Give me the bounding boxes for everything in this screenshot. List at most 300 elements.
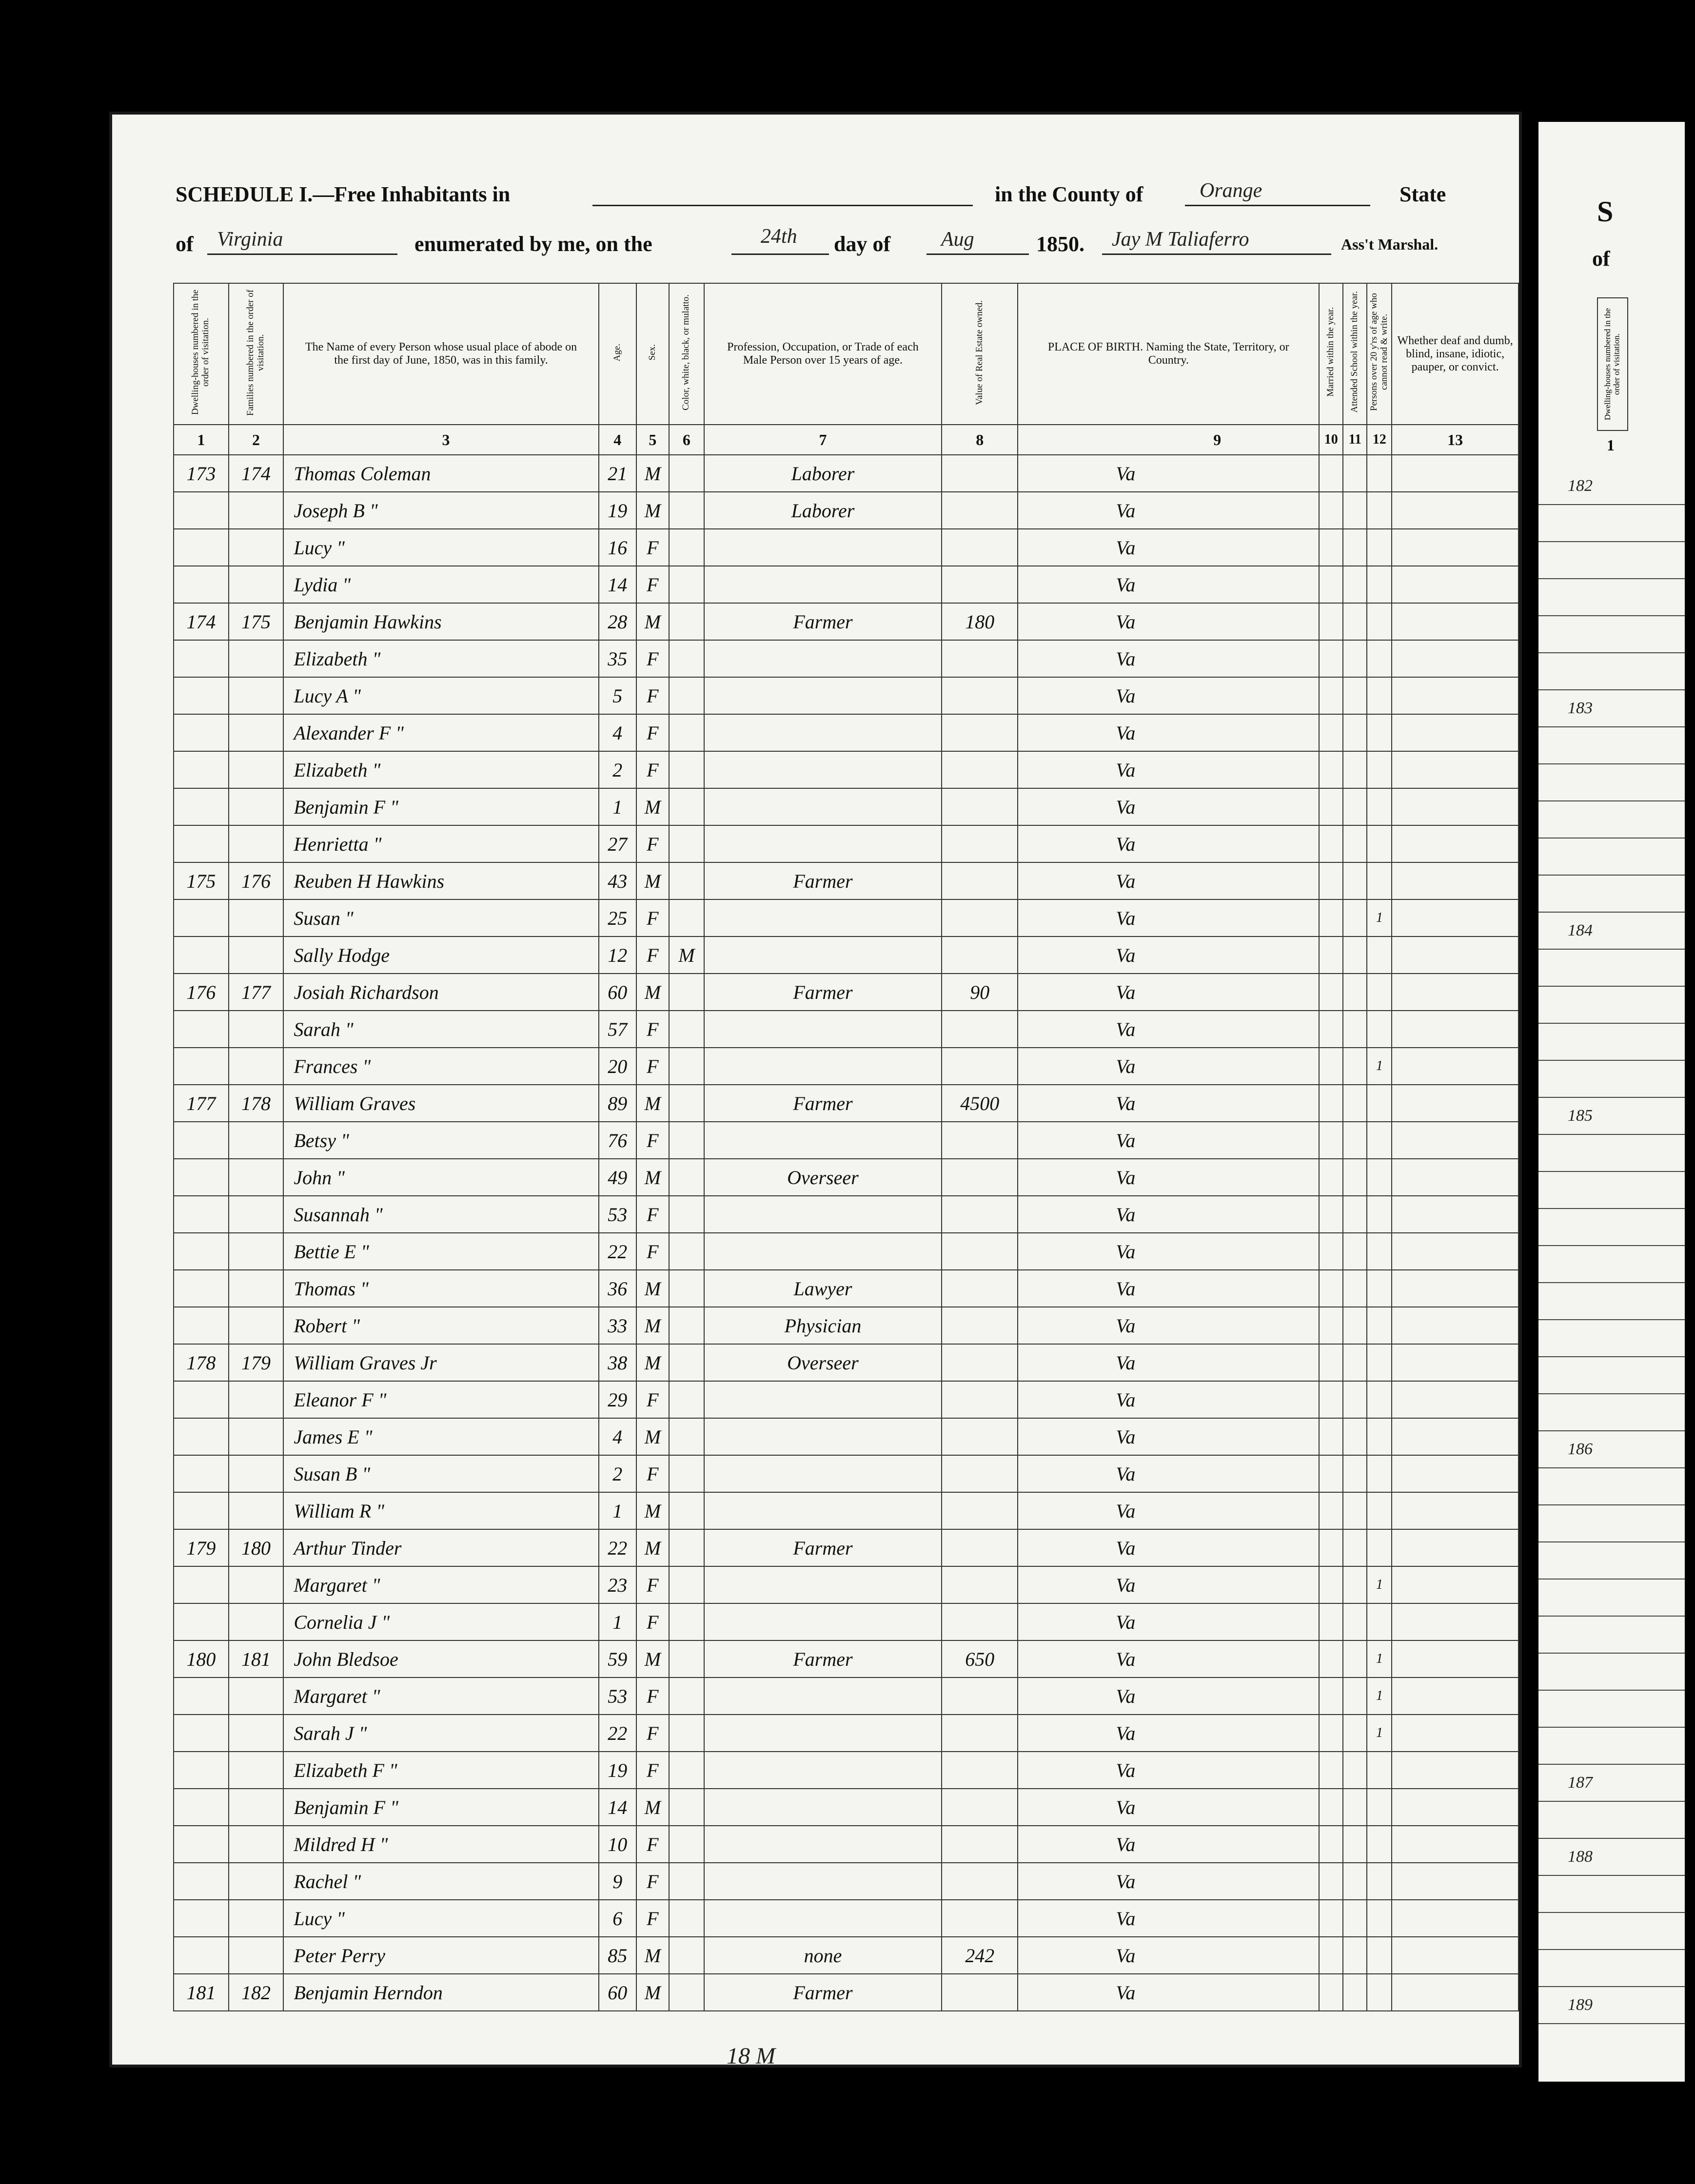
real-estate-value [942,1270,1018,1307]
color [669,677,704,714]
real-estate-value: 90 [942,974,1018,1011]
school-cell [1343,1233,1367,1270]
birthplace: Va [1018,640,1319,677]
family-number [229,1492,284,1529]
real-estate-value [942,1752,1018,1789]
birthplace: Va [1018,1715,1319,1752]
adjacent-entry [1538,1654,1685,1691]
real-estate-value [942,640,1018,677]
table-row [174,640,1518,677]
person-name: Susan " [283,899,598,936]
adjacent-entry [1538,1283,1685,1320]
occupation [704,1418,942,1455]
infirmity-cell [1392,1344,1518,1381]
person-name: Margaret " [283,1677,598,1715]
color [669,1233,704,1270]
column-number: 13 [1392,425,1518,455]
illiterate-mark [1367,1381,1392,1418]
dwelling-number [174,1863,229,1900]
married-cell [1319,825,1343,862]
birthplace: Va [1018,825,1319,862]
adjacent-entry [1538,727,1685,764]
school-cell [1343,974,1367,1011]
table-row [174,1011,1518,1048]
adjacent-entry [1538,1802,1685,1839]
person-name: Benjamin Hawkins [283,603,598,640]
married-cell [1319,603,1343,640]
adjacent-page-edge [1538,122,1685,2082]
family-number [229,1381,284,1418]
table-row [174,1270,1518,1307]
school-cell [1343,751,1367,788]
school-cell [1343,529,1367,566]
person-name: Elizabeth F " [283,1752,598,1789]
dwelling-number [174,1048,229,1085]
birthplace: Va [1018,1307,1319,1344]
birthplace: Va [1018,1566,1319,1603]
occupation [704,640,942,677]
married-cell [1319,1789,1343,1826]
real-estate-value [942,529,1018,566]
illiterate-mark [1367,1900,1392,1937]
age: 22 [599,1715,636,1752]
dwelling-number [174,1196,229,1233]
illiterate-mark [1367,1974,1392,2011]
married-cell [1319,788,1343,825]
age: 53 [599,1196,636,1233]
married-cell [1319,492,1343,529]
real-estate-value [942,566,1018,603]
married-cell [1319,677,1343,714]
family-number [229,566,284,603]
person-name: Sarah J " [283,1715,598,1752]
person-name: James E " [283,1418,598,1455]
color [669,1085,704,1122]
person-name: Josiah Richardson [283,974,598,1011]
infirmity-cell [1392,1715,1518,1752]
of-label: of [176,232,194,256]
sex: F [636,936,669,974]
birthplace: Va [1018,862,1319,899]
family-number [229,1270,284,1307]
age: 59 [599,1640,636,1677]
occupation: Farmer [704,603,942,640]
sex: F [636,1381,669,1418]
table-row [174,1863,1518,1900]
infirmity-cell [1392,640,1518,677]
married-cell [1319,1715,1343,1752]
married-cell [1319,1085,1343,1122]
infirmity-cell [1392,1640,1518,1677]
school-cell [1343,1752,1367,1789]
real-estate-value [942,1789,1018,1826]
sex: F [636,677,669,714]
infirmity-cell [1392,1233,1518,1270]
person-name: Joseph B " [283,492,598,529]
month-value: Aug [941,228,974,251]
dwelling-number [174,566,229,603]
birthplace: Va [1018,1344,1319,1381]
marshal-label: Ass't Marshal. [1341,235,1439,253]
color [669,1640,704,1677]
table-row [174,529,1518,566]
adjacent-entry [1538,1024,1685,1061]
married-cell [1319,974,1343,1011]
age: 1 [599,788,636,825]
family-number [229,751,284,788]
family-number: 180 [229,1529,284,1566]
census-rows [174,455,1518,2011]
school-cell [1343,1789,1367,1826]
school-cell [1343,1048,1367,1085]
sex: F [636,1048,669,1085]
person-name: Peter Perry [283,1937,598,1974]
infirmity-cell [1392,603,1518,640]
school-cell [1343,1900,1367,1937]
married-cell [1319,1603,1343,1640]
infirmity-cell [1392,974,1518,1011]
occupation [704,1122,942,1159]
school-cell [1343,1863,1367,1900]
dwelling-number [174,1715,229,1752]
table-row [174,862,1518,899]
occupation: Farmer [704,974,942,1011]
color [669,899,704,936]
age: 38 [599,1344,636,1381]
infirmity-cell [1392,455,1518,492]
occupation [704,529,942,566]
table-row [174,455,1518,492]
illiterate-mark [1367,529,1392,566]
col-header-school: Attended School within the year. [1343,283,1367,425]
real-estate-value [942,1715,1018,1752]
school-cell [1343,1826,1367,1863]
school-cell [1343,862,1367,899]
adjacent-header-fragment-1: S [1597,195,1614,228]
adjacent-entry: 186 [1538,1431,1685,1468]
sex: F [636,825,669,862]
illiterate-mark [1367,603,1392,640]
adjacent-entry [1538,1172,1685,1209]
infirmity-cell [1392,1529,1518,1566]
real-estate-value [942,1418,1018,1455]
color [669,455,704,492]
real-estate-value [942,862,1018,899]
birthplace: Va [1018,1640,1319,1677]
real-estate-value [942,1863,1018,1900]
school-cell [1343,640,1367,677]
married-cell [1319,1455,1343,1492]
color [669,529,704,566]
infirmity-cell [1392,1196,1518,1233]
sex: M [636,1492,669,1529]
family-number [229,1011,284,1048]
table-row [174,1418,1518,1455]
table-row [174,1566,1518,1603]
married-cell [1319,1011,1343,1048]
birthplace: Va [1018,1826,1319,1863]
table-row [174,1196,1518,1233]
illiterate-mark [1367,677,1392,714]
adjacent-entry [1538,1505,1685,1542]
age: 57 [599,1011,636,1048]
col-header-illiterate: Persons over 20 y'rs of age who cannot read & write. [1367,283,1392,425]
real-estate-value [942,1677,1018,1715]
real-estate-value [942,751,1018,788]
signature-line [1102,254,1331,255]
birthplace: Va [1018,1196,1319,1233]
illiterate-mark [1367,1789,1392,1826]
infirmity-cell [1392,751,1518,788]
dwelling-number [174,1270,229,1307]
real-estate-value [942,1492,1018,1529]
column-number: 9 [1018,425,1319,455]
table-row [174,492,1518,529]
infirmity-cell [1392,1900,1518,1937]
column-number-row [174,425,1518,455]
col-header-birthplace: PLACE OF BIRTH. Naming the State, Territory, or Country. [1018,283,1319,425]
person-name: Alexander F " [283,714,598,751]
dwelling-number [174,492,229,529]
school-cell [1343,1492,1367,1529]
column-number: 4 [599,425,636,455]
married-cell [1319,1900,1343,1937]
dwelling-number [174,1233,229,1270]
sex: M [636,1344,669,1381]
occupation [704,1381,942,1418]
school-cell [1343,1011,1367,1048]
column-number: 3 [283,425,598,455]
age: 1 [599,1492,636,1529]
married-cell [1319,1974,1343,2011]
school-cell [1343,1159,1367,1196]
age: 76 [599,1122,636,1159]
color [669,566,704,603]
real-estate-value [942,1381,1018,1418]
school-cell [1343,1122,1367,1159]
col-header-married: Married within the year. [1319,283,1343,425]
birthplace: Va [1018,1752,1319,1789]
occupation [704,1752,942,1789]
school-cell [1343,1455,1367,1492]
school-cell [1343,1529,1367,1566]
person-name: Lucy " [283,529,598,566]
age: 36 [599,1270,636,1307]
color [669,1196,704,1233]
family-number [229,1863,284,1900]
school-cell [1343,714,1367,751]
age: 85 [599,1937,636,1974]
birthplace: Va [1018,1048,1319,1085]
birthplace: Va [1018,603,1319,640]
birthplace: Va [1018,1270,1319,1307]
married-cell [1319,566,1343,603]
column-number: 8 [942,425,1018,455]
family-number [229,640,284,677]
occupation [704,1789,942,1826]
table-row [174,1344,1518,1381]
birthplace: Va [1018,1233,1319,1270]
married-cell [1319,1344,1343,1381]
illiterate-mark [1367,1418,1392,1455]
real-estate-value [942,1048,1018,1085]
occupation [704,936,942,974]
birthplace: Va [1018,788,1319,825]
table-row [174,1455,1518,1492]
family-number [229,1122,284,1159]
sex: F [636,1233,669,1270]
age: 27 [599,825,636,862]
illiterate-mark [1367,1122,1392,1159]
table-row [174,714,1518,751]
school-cell [1343,1270,1367,1307]
dwelling-number [174,1937,229,1974]
person-name: Robert " [283,1307,598,1344]
year-label: 1850. [1036,232,1084,256]
birthplace: Va [1018,1974,1319,2011]
color [669,640,704,677]
dwelling-number: 180 [174,1640,229,1677]
married-cell [1319,1307,1343,1344]
dwelling-number [174,1122,229,1159]
column-number: 11 [1343,425,1367,455]
adjacent-entry [1538,505,1685,542]
sex: M [636,1529,669,1566]
person-name: Eleanor F " [283,1381,598,1418]
family-number [229,1048,284,1085]
table-row [174,1937,1518,1974]
infirmity-cell [1392,1270,1518,1307]
adjacent-entry [1538,653,1685,690]
birthplace: Va [1018,1603,1319,1640]
adjacent-entry [1538,579,1685,616]
married-cell [1319,1233,1343,1270]
family-number [229,1715,284,1752]
dwelling-number: 178 [174,1344,229,1381]
birthplace: Va [1018,677,1319,714]
sex: F [636,751,669,788]
age: 28 [599,603,636,640]
family-number [229,492,284,529]
real-estate-value: 4500 [942,1085,1018,1122]
real-estate-value [942,788,1018,825]
infirmity-cell [1392,1603,1518,1640]
age: 22 [599,1233,636,1270]
illiterate-mark [1367,1196,1392,1233]
adjacent-entry [1538,1061,1685,1098]
occupation [704,1196,942,1233]
adjacent-entry [1538,1617,1685,1654]
sex: F [636,1011,669,1048]
sex: M [636,974,669,1011]
person-name: Frances " [283,1048,598,1085]
infirmity-cell [1392,677,1518,714]
illiterate-mark [1367,714,1392,751]
family-number [229,1826,284,1863]
infirmity-cell [1392,566,1518,603]
table-row [174,899,1518,936]
infirmity-cell [1392,788,1518,825]
occupation [704,714,942,751]
birthplace: Va [1018,1122,1319,1159]
census-table [173,283,1519,2011]
color [669,1677,704,1715]
age: 12 [599,936,636,974]
occupation: none [704,1937,942,1974]
illiterate-mark [1367,1159,1392,1196]
family-number: 181 [229,1640,284,1677]
infirmity-cell [1392,1011,1518,1048]
family-number [229,1159,284,1196]
illiterate-mark [1367,1344,1392,1381]
table-row [174,788,1518,825]
infirmity-cell [1392,1122,1518,1159]
color [669,862,704,899]
illiterate-mark [1367,1270,1392,1307]
occupation: Farmer [704,862,942,899]
birthplace: Va [1018,1418,1319,1455]
adjacent-entry [1538,1728,1685,1765]
birthplace: Va [1018,1789,1319,1826]
married-cell [1319,1529,1343,1566]
illiterate-mark [1367,1603,1392,1640]
infirmity-cell [1392,1085,1518,1122]
adjacent-col-number: 1 [1607,436,1615,454]
adjacent-entry [1538,1876,1685,1913]
dwelling-number [174,1826,229,1863]
sex: M [636,1270,669,1307]
adjacent-entry [1538,1357,1685,1394]
table-row [174,974,1518,1011]
occupation: Farmer [704,1974,942,2011]
family-number: 177 [229,974,284,1011]
married-cell [1319,1196,1343,1233]
family-number [229,1752,284,1789]
occupation: Overseer [704,1344,942,1381]
sex: F [636,899,669,936]
age: 21 [599,455,636,492]
column-number: 5 [636,425,669,455]
person-name: Lydia " [283,566,598,603]
sex: F [636,1566,669,1603]
sex: F [636,566,669,603]
birthplace: Va [1018,899,1319,936]
color [669,1900,704,1937]
occupation [704,899,942,936]
day-of-label: day of [834,232,891,256]
table-row [174,566,1518,603]
column-number: 7 [704,425,942,455]
illiterate-mark [1367,1752,1392,1789]
adjacent-entry [1538,1468,1685,1505]
illiterate-mark [1367,825,1392,862]
infirmity-cell [1392,899,1518,936]
adjacent-entry [1538,876,1685,913]
married-cell [1319,1937,1343,1974]
day-value: 24th [761,225,797,248]
infirmity-cell [1392,1307,1518,1344]
school-cell [1343,1937,1367,1974]
real-estate-value [942,1455,1018,1492]
occupation: Physician [704,1307,942,1344]
infirmity-cell [1392,1381,1518,1418]
table-row [174,1603,1518,1640]
family-number [229,529,284,566]
birthplace: Va [1018,529,1319,566]
dwelling-number [174,640,229,677]
school-cell [1343,492,1367,529]
birthplace: Va [1018,1159,1319,1196]
